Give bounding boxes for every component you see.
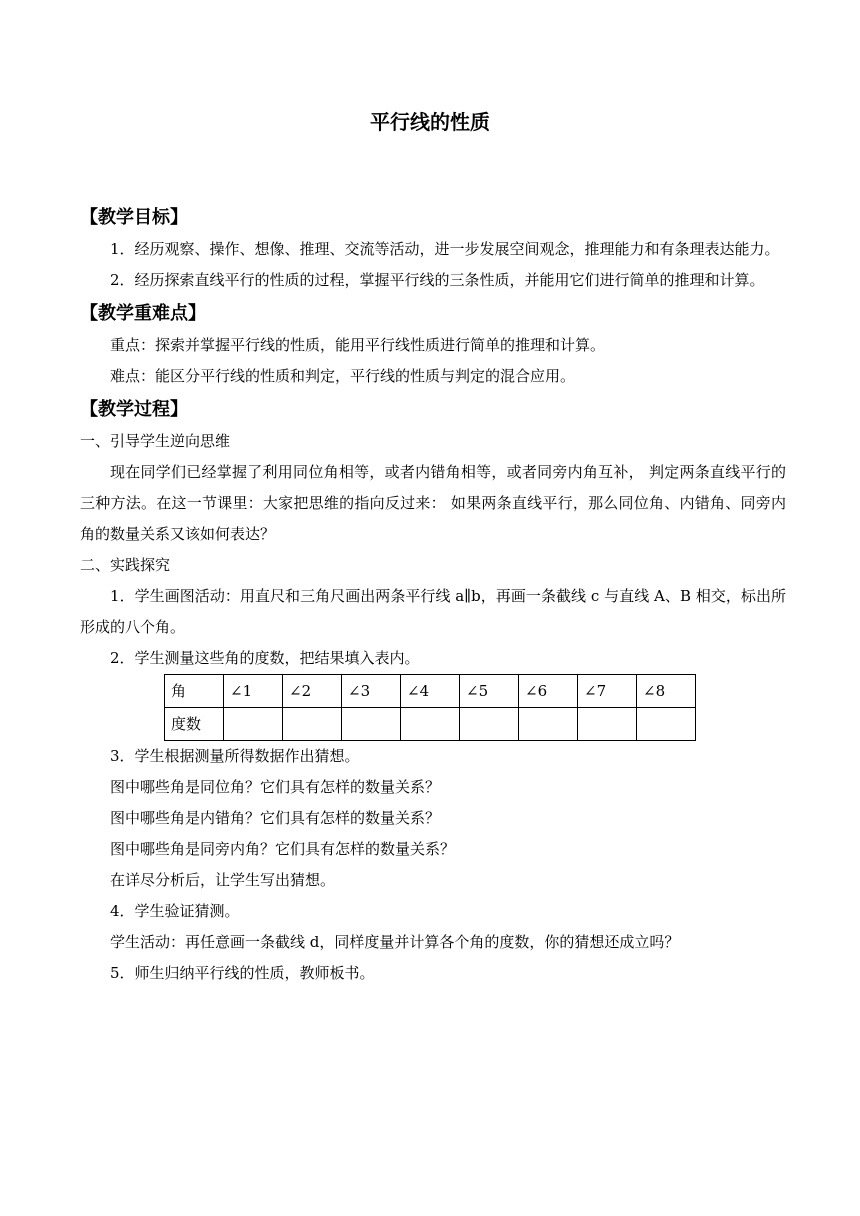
section-heading-process: 【教学过程】 xyxy=(80,399,188,420)
table-cell-empty xyxy=(342,708,401,741)
table-cell: ∠4 xyxy=(401,675,460,708)
table-cell-empty xyxy=(519,708,578,741)
document-body xyxy=(80,200,786,989)
question-alternate: 图中哪些角是内错角？它们具有怎样的数量关系？ xyxy=(110,809,441,827)
angle-measure-table xyxy=(164,674,696,741)
process-part1-title: 一、引导学生逆向思维 xyxy=(80,432,231,450)
process-step-3: 3．学生根据测量所得数据作出猜想。 xyxy=(110,747,360,765)
goal-item-1: 1．经历观察、操作、想像、推理、交流等活动，进一步发展空间观念，推理能力和有条理表达能力。 xyxy=(110,240,780,258)
table-cell: ∠7 xyxy=(578,675,637,708)
table-cell: 度数 xyxy=(165,708,224,741)
table-row-degrees xyxy=(165,708,696,741)
process-step-5: 5．师生归纳平行线的性质，教师板书。 xyxy=(110,964,375,982)
question-same-side: 图中哪些角是同旁内角？它们具有怎样的数量关系？ xyxy=(110,840,456,858)
process-after-analysis: 在详尽分析后，让学生写出猜想。 xyxy=(110,871,336,889)
table-cell-empty xyxy=(637,708,696,741)
table-cell-empty xyxy=(283,708,342,741)
process-part1-text: 现在同学们已经掌握了利用同位角相等，或者内错角相等，或者同旁内角互补， 判定两条直线平行的三种方法。在这一节课里：大家把思维的指向反过来： 如果两条直线平行，那么同位角、内错角、同旁内角的数量关系又该如何表达？ xyxy=(80,463,786,543)
section-heading-goals: 【教学目标】 xyxy=(80,207,188,228)
process-step-2: 2．学生测量这些角的度数，把结果填入表内。 xyxy=(110,649,420,667)
table-cell: ∠6 xyxy=(519,675,578,708)
table-cell: ∠1 xyxy=(224,675,283,708)
table-cell-empty xyxy=(460,708,519,741)
process-step-1: 1．学生画图活动：用直尺和三角尺画出两条平行线 a∥b，再画一条截线 c 与直线 A、B 相交，标出所形成的八个角。 xyxy=(80,587,786,636)
page-title: 平行线的性质 xyxy=(370,110,490,134)
table-cell: ∠5 xyxy=(460,675,519,708)
section-heading-key-points: 【教学重难点】 xyxy=(80,303,206,324)
table-cell-empty xyxy=(401,708,460,741)
process-step-4: 4．学生验证猜测。 xyxy=(110,902,240,920)
table-cell-empty xyxy=(578,708,637,741)
process-part2-title: 二、实践探究 xyxy=(80,556,171,574)
table-cell-empty xyxy=(224,708,283,741)
goal-item-2: 2．经历探索直线平行的性质的过程，掌握平行线的三条性质，并能用它们进行简单的推理和计算。 xyxy=(110,271,765,289)
table-cell: ∠3 xyxy=(342,675,401,708)
table-cell: ∠2 xyxy=(283,675,342,708)
key-point-important: 重点：探索并掌握平行线的性质，能用平行线性质进行简单的推理和计算。 xyxy=(110,336,606,354)
key-point-difficult: 难点：能区分平行线的性质和判定，平行线的性质与判定的混合应用。 xyxy=(110,367,576,385)
table-cell: ∠8 xyxy=(637,675,696,708)
question-corresponding: 图中哪些角是同位角？它们具有怎样的数量关系？ xyxy=(110,778,441,796)
process-activity: 学生活动：再任意画一条截线 d，同样度量并计算各个角的度数，你的猜想还成立吗？ xyxy=(110,933,680,951)
table-cell: 角 xyxy=(165,675,224,708)
table-row-header xyxy=(165,675,696,708)
